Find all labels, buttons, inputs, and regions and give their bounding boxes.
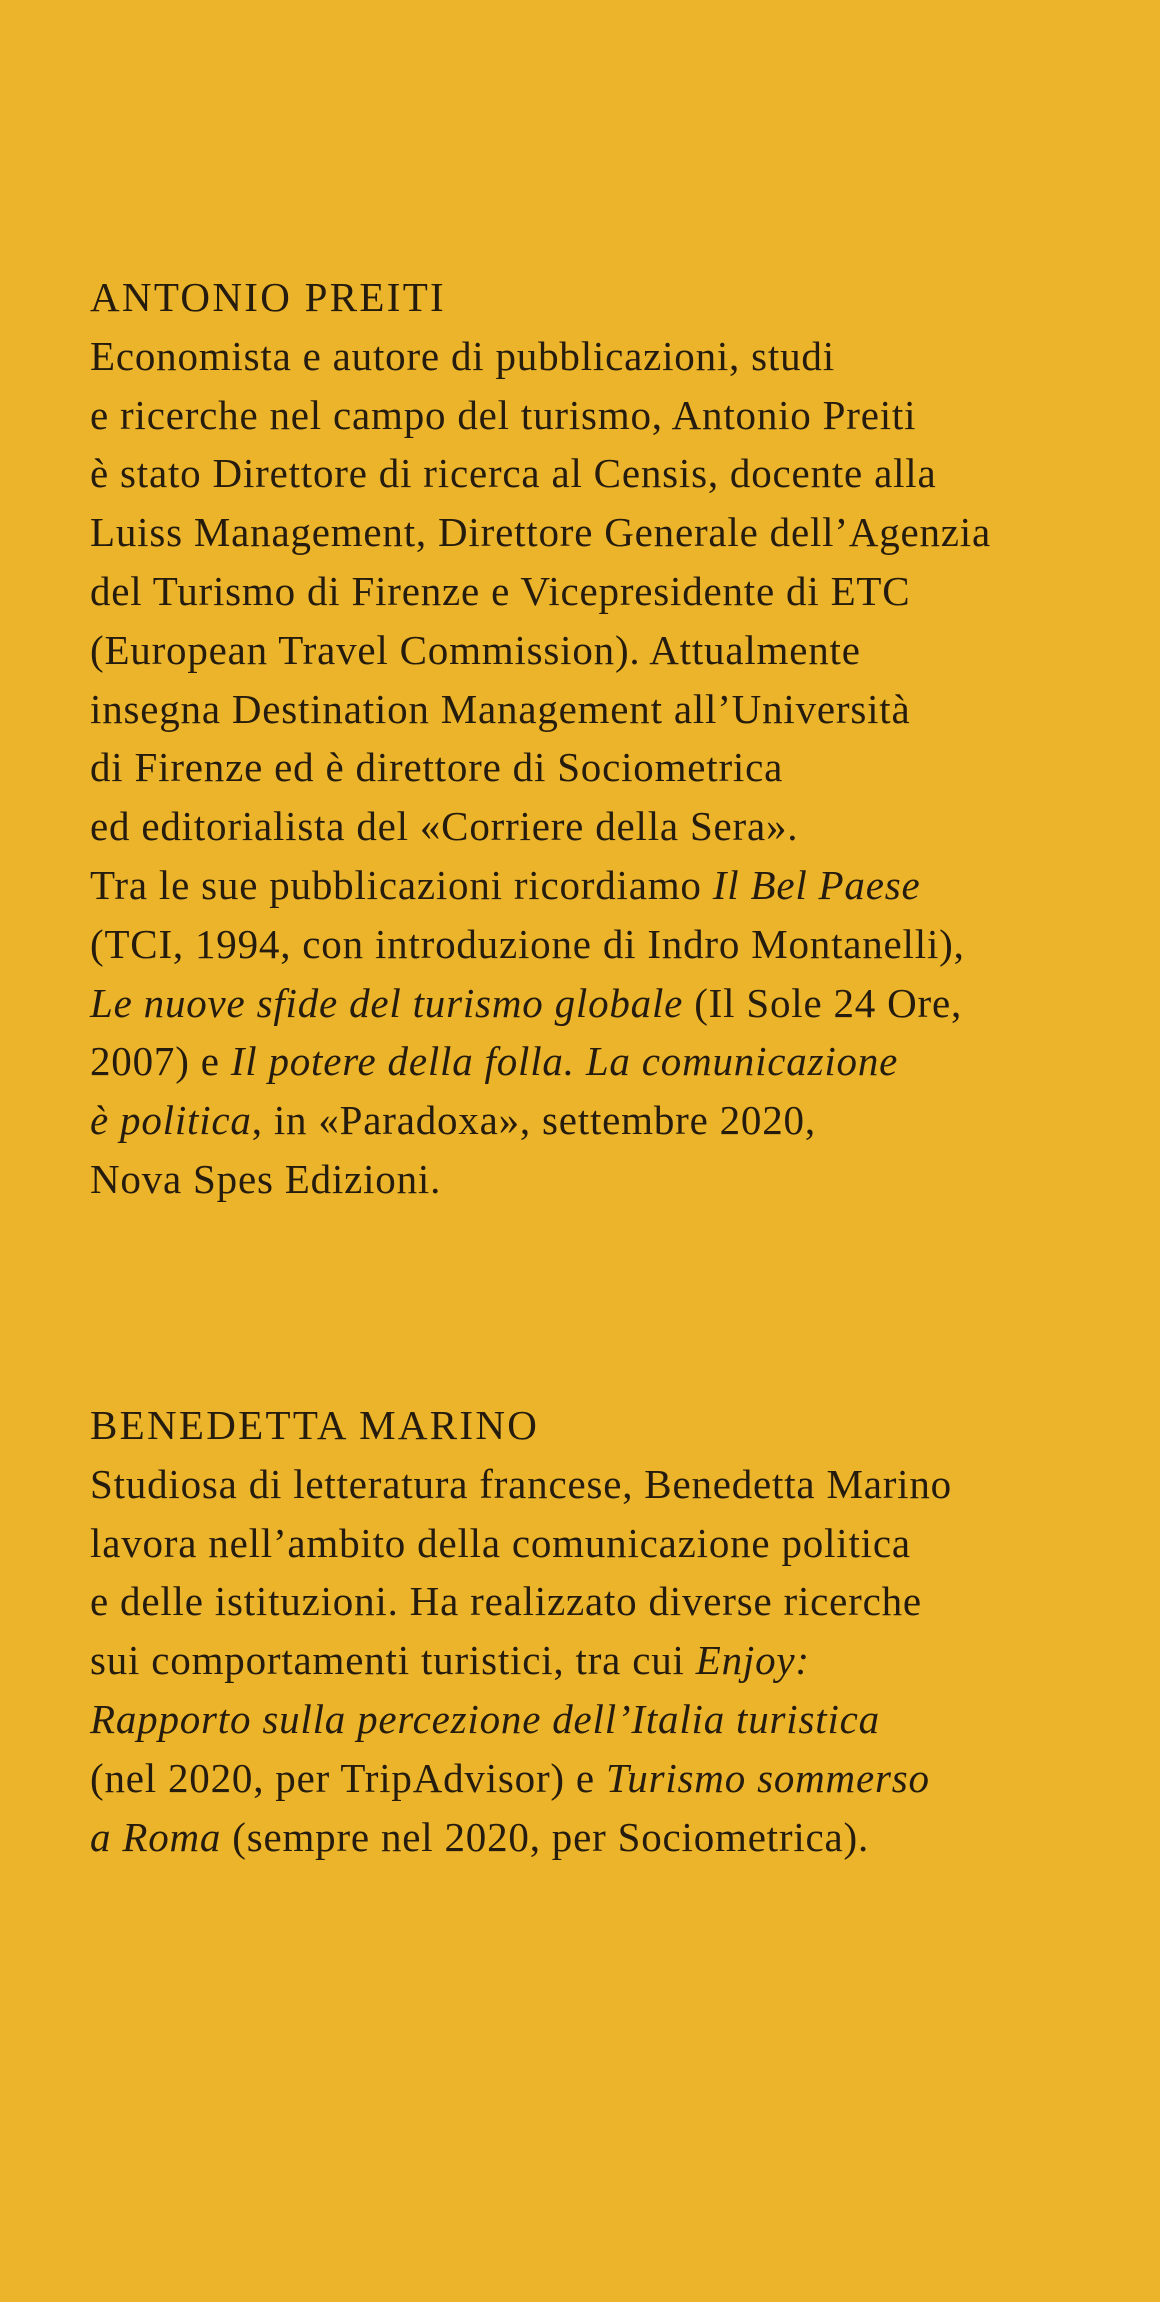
bio-text-segment: Luiss Management, Direttore Generale dell’Agenzia xyxy=(90,509,991,556)
bio-text-line xyxy=(90,738,1100,797)
author-bio-text-benedetta-marino xyxy=(90,1455,1100,1867)
bio-text-italic-segment: è politica xyxy=(90,1097,252,1144)
bio-text-segment: e delle istituzioni. Ha realizzato diverse ricerche xyxy=(90,1578,922,1625)
bio-text-line xyxy=(90,386,1100,445)
bio-text-segment: (Il Sole 24 Ore, xyxy=(683,979,963,1026)
author-name-antonio-preiti: ANTONIO PREITI xyxy=(90,274,446,320)
bio-text-line xyxy=(90,1572,1100,1631)
bio-text-segment: (sempre nel 2020, per Sociometrica). xyxy=(221,1813,870,1860)
bio-text-line xyxy=(90,856,1100,915)
bio-text-line xyxy=(90,1808,1100,1867)
bio-text-segment: (European Travel Commission). Attualmente xyxy=(90,626,861,673)
bio-text-italic-segment: Il potere della folla. La comunicazione xyxy=(230,1038,899,1085)
bio-text-segment: insegna Destination Management all’Università xyxy=(90,685,911,732)
bio-text-segment: del Turismo di Firenze e Vicepresidente di ETC xyxy=(90,567,911,614)
bio-text-segment: lavora nell’ambito della comunicazione politica xyxy=(90,1519,911,1566)
bio-text-line xyxy=(90,621,1100,680)
bio-text-italic-segment: Le nuove sfide del turismo globale xyxy=(90,979,684,1026)
bio-text-segment: ed editorialista del «Corriere della Sera». xyxy=(90,803,799,850)
bio-text-line xyxy=(90,915,1100,974)
bio-text-italic-segment: Enjoy: xyxy=(695,1637,810,1684)
bio-text-segment: (nel 2020, per TripAdvisor) e xyxy=(90,1754,606,1801)
bio-text-segment: Studiosa di letteratura francese, Benedetta Marino xyxy=(90,1460,952,1507)
bio-text-segment: Economista e autore di pubblicazioni, studi xyxy=(90,332,835,379)
bio-text-line xyxy=(90,797,1100,856)
bio-text-line xyxy=(90,444,1100,503)
bio-text-line xyxy=(90,974,1100,1033)
bio-text-italic-segment: Il Bel Paese xyxy=(712,861,921,908)
bio-text-line xyxy=(90,1455,1100,1514)
bio-text-line xyxy=(90,1690,1100,1749)
bio-text-line xyxy=(90,1032,1100,1091)
author-name-benedetta-marino: BENEDETTA MARINO xyxy=(90,1402,540,1448)
bio-text-line xyxy=(90,1749,1100,1808)
bio-text-segment: 2007) e xyxy=(90,1038,231,1085)
author-bio-antonio-preiti xyxy=(90,268,1100,1209)
bio-text-segment: Nova Spes Edizioni. xyxy=(90,1155,442,1202)
bio-text-line xyxy=(90,503,1100,562)
bio-text-italic-segment: Turismo sommerso xyxy=(605,1754,930,1801)
bio-text-line xyxy=(90,1631,1100,1690)
author-bio-benedetta-marino xyxy=(90,1396,1100,1866)
author-bio-text-antonio-preiti xyxy=(90,327,1100,1209)
bio-text-line xyxy=(90,562,1100,621)
bio-text-segment: , in «Paradoxa», settembre 2020, xyxy=(251,1097,816,1144)
bio-text-segment: di Firenze ed è direttore di Sociometrica xyxy=(90,744,784,791)
bio-text-segment: sui comportamenti turistici, tra cui xyxy=(90,1637,696,1684)
bio-text-line xyxy=(90,1150,1100,1209)
bio-text-italic-segment: Rapporto sulla percezione dell’Italia turistica xyxy=(90,1695,880,1742)
bio-text-segment: Tra le sue pubblicazioni ricordiamo xyxy=(90,861,713,908)
bio-text-line xyxy=(90,1514,1100,1573)
bio-text-segment: è stato Direttore di ricerca al Censis, docente alla xyxy=(90,450,937,497)
bio-text-italic-segment: a Roma xyxy=(90,1813,222,1860)
bio-text-line xyxy=(90,1091,1100,1150)
bio-text-segment: (TCI, 1994, con introduzione di Indro Montanelli), xyxy=(90,920,965,967)
bio-text-line xyxy=(90,680,1100,739)
bio-text-line xyxy=(90,327,1100,386)
bio-text-segment: e ricerche nel campo del turismo, Antonio Preiti xyxy=(90,391,917,438)
